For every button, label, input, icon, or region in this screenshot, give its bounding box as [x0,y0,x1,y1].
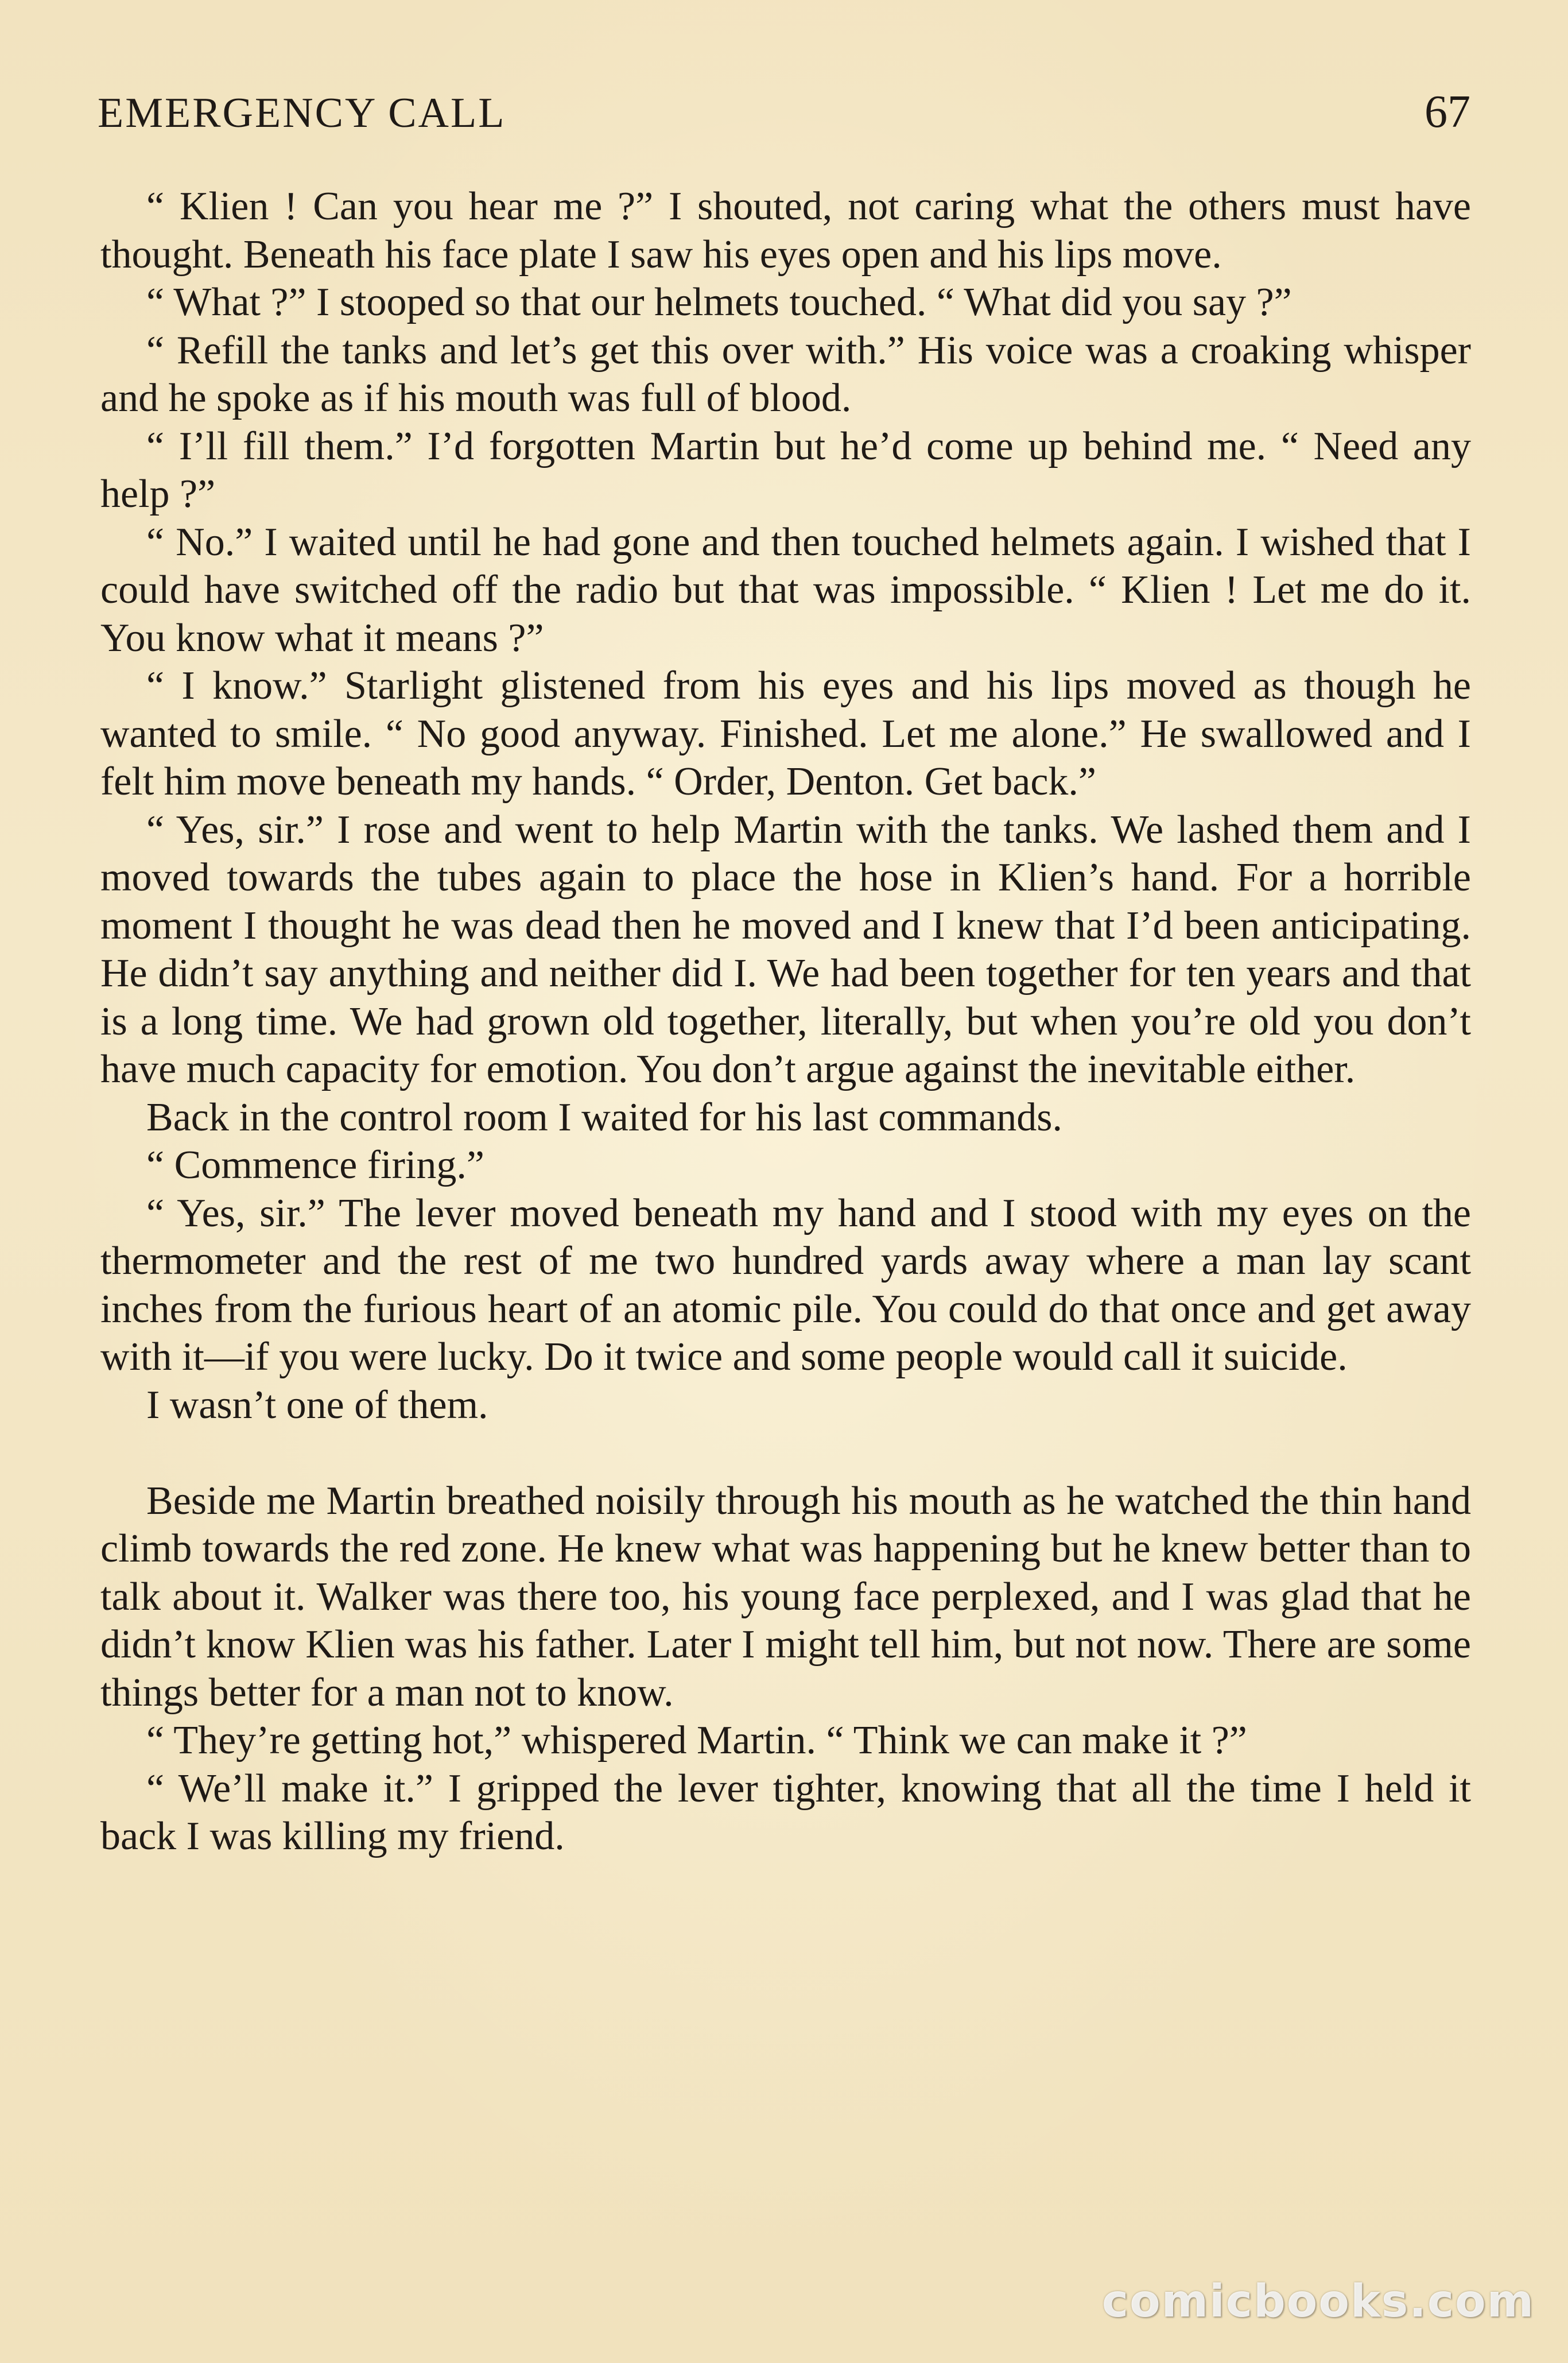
paragraph: “ Yes, sir.” I rose and went to help Martin with the tanks. We lashed them and I moved towards the tubes again to place the hose in Klien’s hand. For a horrible moment I thought he was dead then he moved and I knew that I’d been anticipating. He didn’t say anything and neither did I. We had been together for ten years and that is a long time. We had grown old together, literally, but when you’re old you don’t have much capacity for emotion. You don’t argue against the inevitable either. [100,807,1471,1091]
site-watermark: comicbooks.com [1101,2276,1535,2327]
paragraph: “ They’re getting hot,” whispered Martin. “ Think we can make it ?” [146,1718,1247,1762]
body-text [100,183,1471,1861]
chapter-title: EMERGENCY CALL [98,90,506,137]
section-break [100,1429,1471,1477]
paragraph: “ Commence firing.” [146,1143,484,1187]
paragraph: “ No.” I waited until he had gone and then touched helmets again. I wished that I could have switched off the radio but that was impossible. “ Klien ! Let me do it. You know what it means ?” [100,520,1471,660]
running-head [98,86,1470,144]
paragraph: “ Yes, sir.” The lever moved beneath my hand and I stood with my eyes on the thermometer and the rest of me two hundred yards away where a man lay scant inches from the furious heart of an atomic pile. You could do that once and get away with it—if you were lucky. Do it twice and some people would call it suicide. [100,1191,1471,1379]
paragraph: Beside me Martin breathed noisily through his mouth as he watched the thin hand climb towards the red zone. He knew what was happening but he knew better than to talk about it. Walker was there too, his young face perplexed, and I was glad that he didn’t know Klien was his father. Later I might tell him, but not now. There are some things better for a man not to know. [100,1478,1471,1715]
page-number: 67 [1425,87,1470,137]
paragraph: “ I’ll fill them.” I’d forgotten Martin but he’d come up behind me. “ Need any help ?” [100,424,1471,516]
paragraph: Back in the control room I waited for his last commands. [146,1095,1063,1140]
paragraph: “ Klien ! Can you hear me ?” I shouted, not caring what the others must have thought. Beneath his face plate I saw his eyes open and his lips move. [100,184,1471,277]
paragraph: “ Refill the tanks and let’s get this over with.” His voice was a croaking whisper and he spoke as if his mouth was full of blood. [100,328,1471,420]
paragraph: I wasn’t one of them. [146,1382,488,1427]
paragraph: “ I know.” Starlight glistened from his eyes and his lips moved as though he wanted to smile. “ No good anyway. Finished. Let me alone.” He swallowed and I felt him move beneath my hands. “ Order, Denton. Get back.” [100,664,1471,804]
paragraph: “ We’ll make it.” I gripped the lever tighter, knowing that all the time I held it back I was killing my friend. [100,1766,1471,1858]
paragraph: “ What ?” I stooped so that our helmets touched. “ What did you say ?” [146,280,1292,324]
